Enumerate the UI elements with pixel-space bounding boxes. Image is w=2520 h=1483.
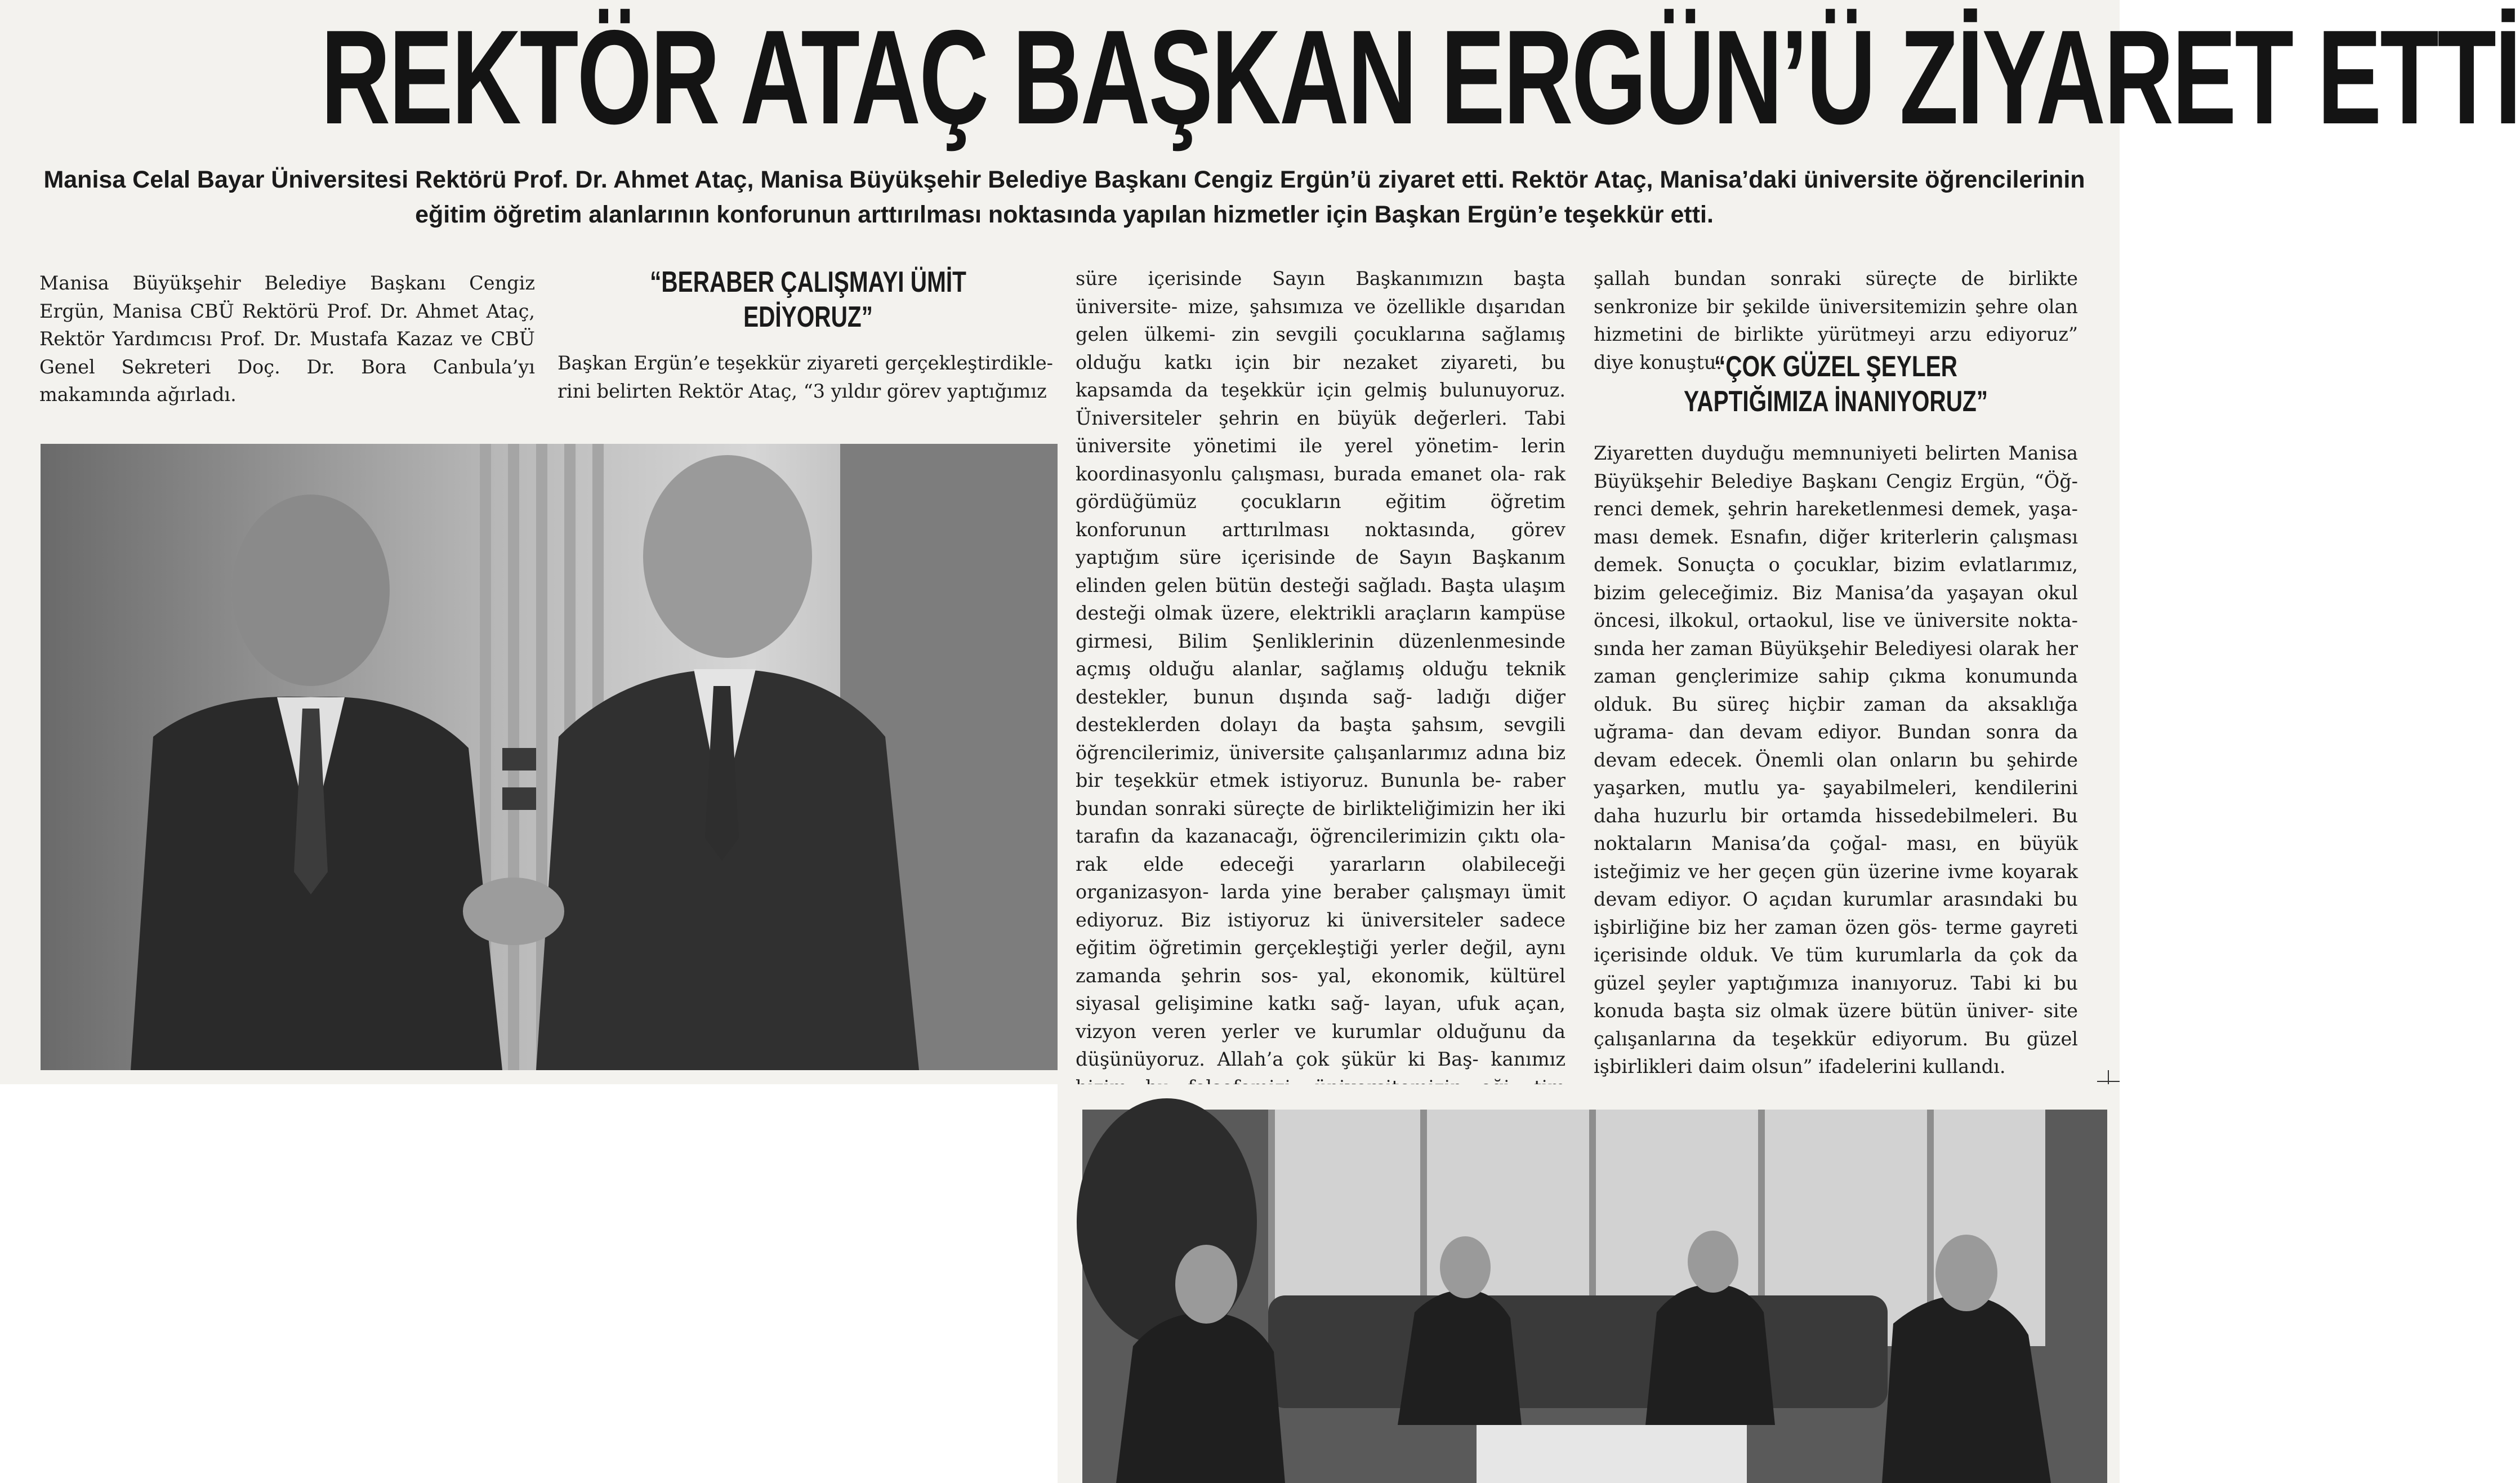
- headline: REKTÖR ATAÇ BAŞKAN ERGÜN’Ü ZİYARET ETTİ: [320, 3, 2520, 152]
- column-2-paragraph: Başkan Ergün’e teşekkür ziyareti gerçekleştirdikle- rini belirten Rektör Ataç, “3 yıldır görev yaptığımız: [557, 352, 1053, 402]
- column-1: [39, 269, 535, 409]
- column-3: [1076, 265, 1565, 1157]
- column-3-paragraph: süre içerisinde Sayın Başkanımızın başta üniversite- mize, şahsımıza ve özellikle dışarıdan gelen ülkemi- zin sevgili çocuklarına sağlamış olduğu katkı için bir nezaket ziyareti, bu kapsamda da teşekkür için gelmiş bulunuyoruz. Üniversiteler şehrin en büyük değerleri. Tabi üniversite yönetimi ile yerel yönetim- lerin koordinasyonlu çalışması, burada emanet ola- rak gördüğümüz çocukların eğitim öğretim konforunun arttırılması noktasında, görev yaptığım süre içerisinde de Sayın Başkanım elinden gelen bütün desteği sağladı. Başta ulaşım desteği olmak üzere, elektrikli araçların kampüse girmesi, Bilim Şenliklerinin düzenlenmesinde açmış olduğu alanlar, sağlamış olduğu teknik destekler, bunun dışında sağ- ladığı diğer desteklerden dolayı da başta şahsım, sevgili öğrencilerimiz, üniversite çalışanlarımız adına biz bir teşekkür etmek istiyoruz. Bununla be- raber bundan sonraki süreçte de birlikteliğimizin her iki tarafın da kazanacağı, öğrencilerimizin çıktı ola- rak elde edeceği yararların olabileceği organizasyon- larda yine beraber çalışmayı ümit ediyoruz. Biz istiyoruz ki üniversiteler sadece eğitim öğretimin gerçekleştiği yerler değil, aynı zamanda şehrin sos- yal, ekonomik, kültürel siyasal gelişimine katkı sağ- layan, ufuk açan, vizyon veren yerler ve kurumlar olduğunu da düşünüyoruz. Allah’a çok şükür ki Baş- kanımız: [1076, 268, 1565, 1070]
- column-2: [557, 349, 1053, 405]
- deck-summary: Manisa Celal Bayar Üniversitesi Rektörü Prof. Dr. Ahmet Ataç, Manisa Büyükşehir Belediye Başkanı Cengiz Ergün’ü ziyaret etti. Rektör Ataç, Manisa’daki üniversite öğrencilerinin eğitim öğretim alanlarının konforunun arttırılması noktasında yapılan hizmetler için Başkan Ergün’e teşekkür etti.: [43, 166, 2085, 228]
- subhead-cok-guzel: “ÇOK GÜZEL ŞEYLER YAPTIĞIMIZA İNANIYORUZ”: [1683, 350, 1988, 418]
- meeting-photo: [1082, 1110, 2107, 1483]
- column-4-paragraph: şallah bundan sonraki süreçte de birlikte senkronize bir şekilde üniversitemizin şehre olan hizmetini de birlikte yürütmeyi arzu ediyoruz” diye konuştu.: [1594, 268, 2078, 373]
- intro-paragraph: Manisa Büyükşehir Belediye Başkanı Cengiz Ergün, Manisa CBÜ Rektörü Prof. Dr. Ahmet Ataç, Rektör Yardımcısı Prof. Dr. Mustafa Kazaz ve CBÜ Genel Sekreteri Doç. Dr. Bora Canbula’yı makamında ağırladı.: [39, 272, 535, 406]
- handshake-photo: [41, 444, 1058, 1070]
- column-4b-paragraph: Ziyaretten duyduğu memnuniyeti belirten Manisa Büyükşehir Belediye Başkanı Cengiz Ergün, “Öğ- renci demek, şehrin hareketlenmesi demek, yaşa- ması demek. Esnafın, diğer kriterlerin çalışması demek. Sonuçta o çocuklar, bizim evlatlarımız, bizim geleceğimiz. Biz Manisa’da yaşayan okul öncesi, ilkokul, ortaokul, lise ve üniversite nokta- sında her zaman Büyükşehir Belediyesi olarak her zaman gençlerimize sahip çıkma konumunda olduk. Bu süreç hiçbir zaman da aksaklığa uğrama- dan devam ediyor. Bundan sonra da devam edecek. Önemli olan onların bu şehirde yaşarken, mutlu ya- şayabilmeleri, kendilerini daha huzurlu bir ortamda hissedebilmeleri. Bu noktaların Manisa’da çoğal- ması, en büyük isteğimiz ve her geçen gün üzerine ivme koyarak devam ediyor. O açıdan kurumlar arasındaki bu işbirliğine biz her zaman özen gös- terme gayreti içerisinde olduk. Ve tüm kurumlarla da çok da güzel şeyler yaptığımıza inanıyoruz. Tabi ki bu konuda başta siz olmak üzere bütün üniver- site çalışanlarına da teşekkür ediyorum. Bu güzel işbirlikleri daim olsun” ifadelerini kullandı.: [1594, 442, 2078, 1077]
- newspaper-clipping-lower: [1058, 1084, 2120, 1483]
- subhead-beraber: “BERABER ÇALIŞMAYI ÜMİT EDİYORUZ”: [650, 266, 966, 333]
- column-4b: [1594, 439, 2078, 1108]
